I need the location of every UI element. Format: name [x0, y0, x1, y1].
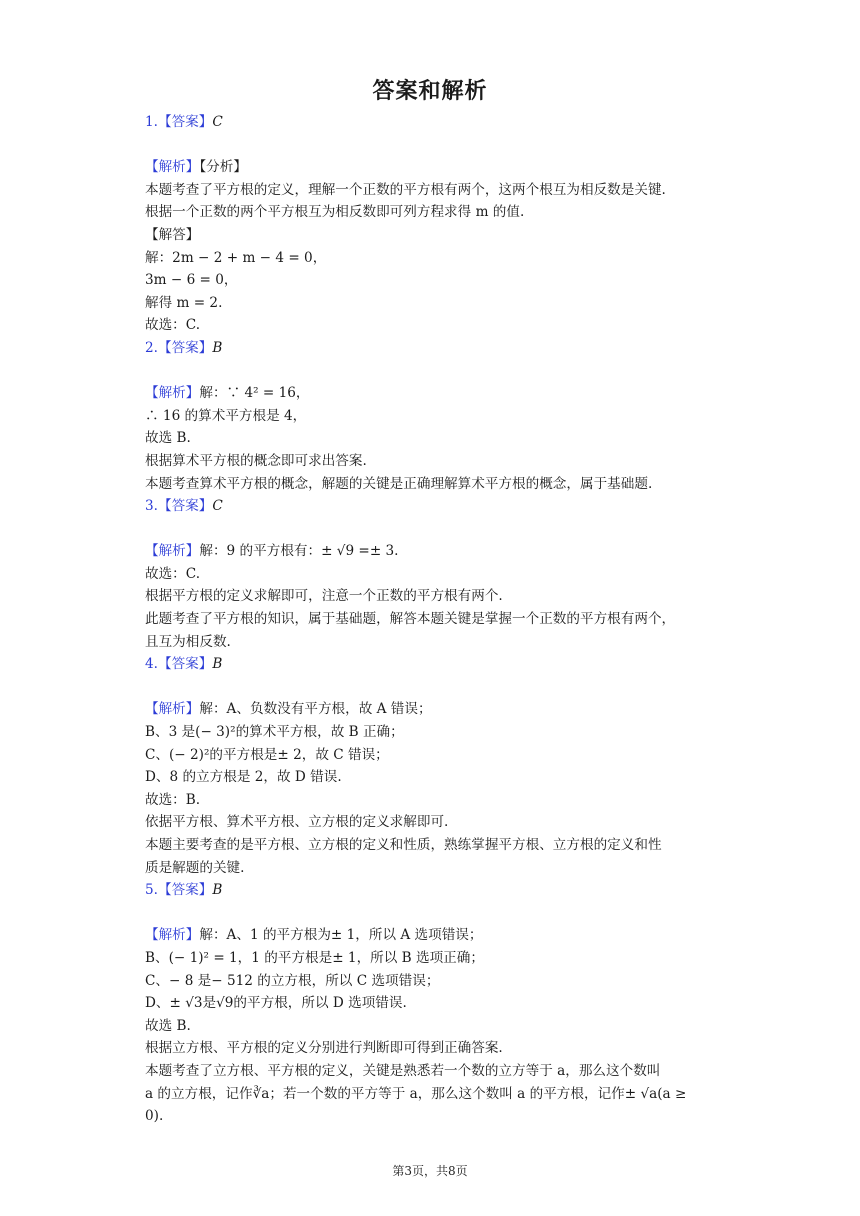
q4-analysis-text: 解：A、负数没有平方根，故 A 错误； — [199, 701, 432, 718]
q3-answer-letter: C — [212, 498, 223, 515]
q5-line: D、± √3是√9的平方根，所以 D 选项错误. — [145, 995, 407, 1012]
q5-line: 根据立方根、平方根的定义分别进行判断即可得到正确答案. — [145, 1040, 503, 1057]
q5-line: 故选 B. — [145, 1017, 191, 1034]
q1-analysis-line — [145, 156, 725, 179]
q3-line: 根据平方根的定义求解即可，注意一个正数的平方根有两个. — [145, 588, 503, 605]
answers-content — [145, 111, 725, 1128]
q1-line: 故选：C. — [145, 317, 201, 334]
q4-analysis-line — [145, 698, 725, 721]
q5-line: 本题考查了立方根、平方根的定义，关键是熟悉若一个数的立方等于 a，那么这个数叫 — [145, 1062, 661, 1079]
page-footer: 第3页，共8页 — [392, 1164, 468, 1178]
q3-line: 且互为相反数. — [145, 633, 231, 650]
q1-answer-prefix: 1.【答案】 — [145, 114, 213, 130]
q5-answer-prefix: 5.【答案】 — [145, 882, 213, 899]
q5-line: C、− 8 是− 512 的立方根，所以 C 选项错误； — [145, 972, 440, 989]
q2-answer-letter: B — [212, 339, 223, 356]
q4-line: 依据平方根、算术平方根、立方根的定义求解即可. — [145, 814, 449, 831]
q4-answer-letter: B — [212, 656, 223, 673]
q4-answer — [145, 653, 725, 676]
q5-analysis-line — [145, 924, 725, 947]
q5-line: B、(− 1)² = 1，1 的平方根是± 1，所以 B 选项正确； — [145, 949, 484, 966]
q1-line: 3m − 6 = 0， — [145, 272, 238, 289]
q2-answer-prefix: 2.【答案】 — [145, 339, 213, 356]
q4-analysis-tag: 【解析】 — [145, 701, 200, 718]
q5-line: 0). — [145, 1108, 164, 1125]
q2-analysis-text: 解：∵ 4² = 16， — [199, 385, 310, 402]
q2-analysis-line — [145, 382, 725, 405]
q2-line: 故选 B. — [145, 430, 191, 447]
q1-line: 解：2m − 2 + m − 4 = 0， — [145, 249, 327, 266]
q5-answer — [145, 879, 725, 902]
q4-line: D、8 的立方根是 2，故 D 错误. — [145, 769, 342, 786]
q1-line: 【解答】 — [145, 226, 200, 243]
q4-line: C、(− 2)²的平方根是± 2，故 C 错误； — [145, 746, 389, 763]
q1-line: 根据一个正数的两个平方根互为相反数即可列方程求得 m 的值. — [145, 204, 525, 221]
q3-line: 此题考查了平方根的知识，属于基础题，解答本题关键是掌握一个正数的平方根有两个， — [145, 611, 676, 628]
q4-line: B、3 是(− 3)²的算术平方根，故 B 正确； — [145, 724, 404, 741]
q1-analysis-text: 【分析】 — [199, 159, 247, 176]
q1-line: 本题考查了平方根的定义，理解一个正数的平方根有两个，这两个根互为相反数是关键. — [145, 181, 666, 198]
q1-line: 解得 m = 2. — [145, 294, 223, 311]
q3-analysis-tag: 【解析】 — [145, 543, 200, 560]
q4-line: 故选：B. — [145, 791, 201, 808]
q3-analysis-text: 解：9 的平方根有：± √9 =± 3. — [199, 543, 399, 560]
page-title: 答案和解析 — [372, 79, 488, 104]
q5-line: a 的立方根，记作∛a；若一个数的平方等于 a，那么这个数叫 a 的平方根，记作± √a(a ≥ — [145, 1085, 687, 1102]
q2-line: 根据算术平方根的概念即可求出答案. — [145, 452, 367, 469]
q4-line: 本题主要考查的是平方根、立方根的定义和性质，熟练掌握平方根、立方根的定义和性 — [145, 837, 662, 853]
q2-answer — [145, 337, 725, 360]
q5-analysis-tag: 【解析】 — [145, 927, 200, 944]
q3-answer — [145, 495, 725, 518]
q3-analysis-line — [145, 540, 725, 563]
q1-analysis-tag: 【解析】 — [145, 159, 200, 176]
q2-line: 本题考查算术平方根的概念，解题的关键是正确理解算术平方根的概念，属于基础题. — [145, 475, 653, 492]
q3-line: 故选：C. — [145, 565, 201, 582]
q5-analysis-text: 解：A、1 的平方根为± 1，所以 A 选项错误； — [199, 927, 483, 944]
q2-analysis-tag: 【解析】 — [145, 385, 200, 402]
q1-answer — [145, 111, 725, 134]
q5-answer-letter: B — [212, 882, 223, 899]
q4-answer-prefix: 4.【答案】 — [145, 656, 213, 673]
q4-line: 质是解题的关键. — [145, 859, 245, 876]
q3-answer-prefix: 3.【答案】 — [145, 498, 213, 515]
q2-line: ∴ 16 的算术平方根是 4， — [145, 407, 307, 424]
q1-answer-letter: C — [212, 114, 223, 130]
